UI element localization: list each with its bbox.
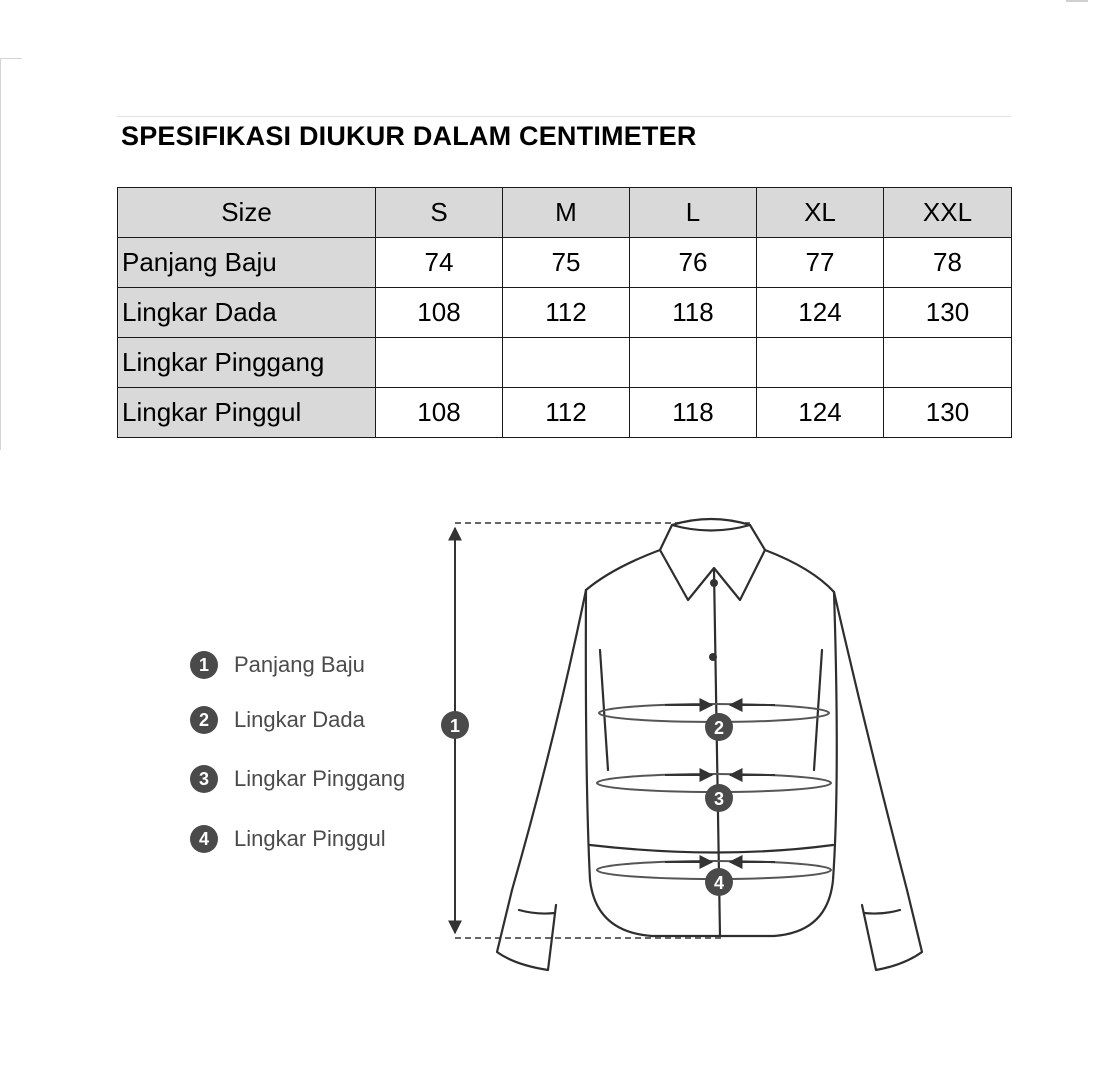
marker-length bbox=[441, 711, 469, 739]
page-edge-tick bbox=[0, 58, 22, 59]
legend-number: 4 bbox=[190, 825, 218, 853]
row-label: Panjang Baju bbox=[118, 238, 376, 288]
header-cell: L bbox=[630, 188, 757, 238]
size-table bbox=[117, 187, 1012, 438]
legend-number: 2 bbox=[190, 706, 218, 734]
header-cell: M bbox=[503, 188, 630, 238]
legend-label: Lingkar Pinggul bbox=[234, 826, 386, 851]
table-cell bbox=[884, 338, 1012, 388]
corner-tick bbox=[1066, 0, 1088, 2]
button-icon bbox=[709, 653, 717, 661]
legend-label: Panjang Baju bbox=[234, 652, 365, 677]
marker-number: 2 bbox=[713, 718, 725, 738]
table-cell bbox=[376, 338, 503, 388]
row-label: Lingkar Pinggul bbox=[118, 388, 376, 438]
table-cell: 130 bbox=[884, 388, 1012, 438]
measurement-diagram bbox=[0, 440, 1118, 1080]
table-row bbox=[118, 388, 1012, 438]
table-cell: 108 bbox=[376, 288, 503, 338]
marker-chest bbox=[705, 713, 733, 741]
table-cell bbox=[503, 338, 630, 388]
shirt-outline bbox=[497, 519, 922, 970]
table-cell: 130 bbox=[884, 288, 1012, 338]
table-row bbox=[118, 338, 1012, 388]
table-cell: 124 bbox=[757, 288, 884, 338]
table-cell: 124 bbox=[757, 388, 884, 438]
legend-number: 1 bbox=[190, 651, 218, 679]
row-label: Lingkar Dada bbox=[118, 288, 376, 338]
marker-number: 4 bbox=[713, 873, 725, 893]
shirt-diagram bbox=[0, 440, 1118, 1080]
header-cell: S bbox=[376, 188, 503, 238]
table-cell: 76 bbox=[630, 238, 757, 288]
marker-waist bbox=[705, 784, 733, 812]
table-cell: 74 bbox=[376, 238, 503, 288]
table-cell: 112 bbox=[503, 388, 630, 438]
header-cell: XL bbox=[757, 188, 884, 238]
legend-label: Lingkar Pinggang bbox=[234, 766, 406, 791]
page-edge-line bbox=[0, 58, 1, 450]
table-row bbox=[118, 288, 1012, 338]
table-header-row bbox=[118, 188, 1012, 238]
table-cell: 112 bbox=[503, 288, 630, 338]
header-cell: Size bbox=[118, 188, 376, 238]
table-cell: 77 bbox=[757, 238, 884, 288]
table-cell: 78 bbox=[884, 238, 1012, 288]
legend-number: 3 bbox=[190, 765, 218, 793]
table-cell: 118 bbox=[630, 288, 757, 338]
row-label: Lingkar Pinggang bbox=[118, 338, 376, 388]
table-cell: 75 bbox=[503, 238, 630, 288]
marker-hip bbox=[705, 868, 733, 896]
table-cell bbox=[757, 338, 884, 388]
spec-title: SPESIFIKASI DIUKUR DALAM CENTIMETER bbox=[121, 121, 697, 151]
table-cell: 108 bbox=[376, 388, 503, 438]
marker-number: 1 bbox=[449, 716, 461, 736]
button-icon bbox=[710, 579, 718, 587]
legend-label: Lingkar Dada bbox=[234, 707, 365, 732]
marker-number: 3 bbox=[713, 789, 725, 809]
spec-title-bar bbox=[117, 116, 1011, 187]
header-cell: XXL bbox=[884, 188, 1012, 238]
table-cell: 118 bbox=[630, 388, 757, 438]
table-row bbox=[118, 238, 1012, 288]
table-cell bbox=[630, 338, 757, 388]
